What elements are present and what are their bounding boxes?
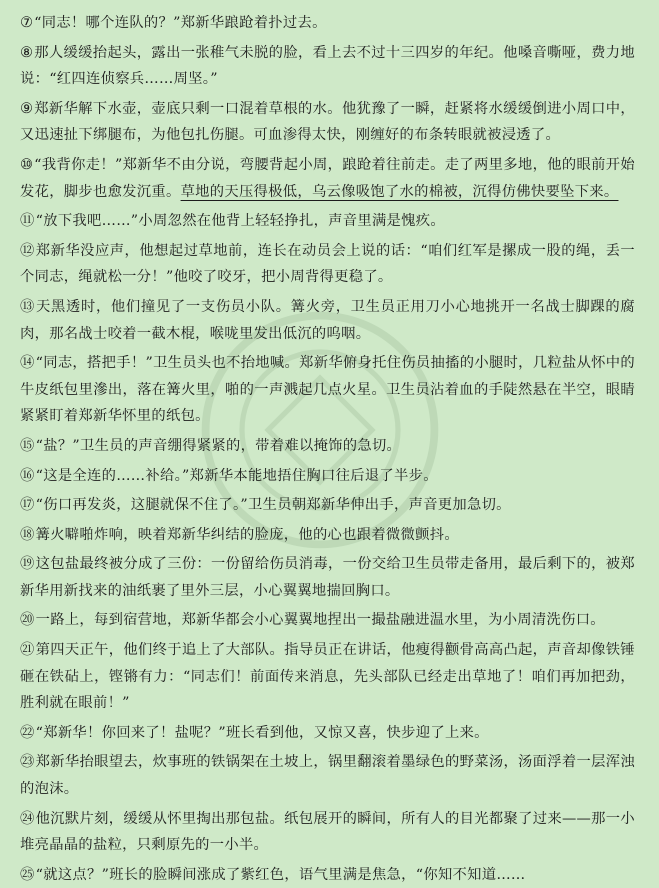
paragraph-text: 一路上，每到宿营地，郑新华都会小心翼翼地捏出一撮盐融进温水里，为小周清洗伤口。 [35, 612, 605, 629]
paragraph-number: ⑫ [20, 242, 35, 259]
paragraph-text: 郑新华没应声，他想起过草地前，连长在动员会上说的话：“咱们红军是摞成一股的绳，丢一个同志，绳就松一分！”他咬了咬牙，把小周背得更稳了。 [20, 242, 635, 286]
paragraph-text: 天黑透时，他们撞见了一支伤员小队。篝火旁，卫生员正用刀小心地挑开一名战士脚踝的腐肉，那名战士咬着一截木棍，喉咙里发出低沉的呜咽。 [20, 298, 635, 342]
paragraph-text: “同志！哪个连队的？”郑新华踉跄着扑过去。 [34, 15, 327, 31]
paragraph-number: ⑬ [20, 298, 35, 315]
paragraph-number: ⑭ [20, 355, 35, 372]
paragraph-number: ⑲ [20, 556, 35, 573]
paragraph-number: ⑨ [20, 100, 34, 117]
paragraph-text: “盐？”卫生员的声音绷得紧紧的，带着难以掩饰的急切。 [35, 437, 402, 454]
paragraph-number: ⑰ [20, 497, 35, 514]
paragraph-text: “放下我吧……”小周忽然在他背上轻轻挣扎，声音里满是愧疚。 [35, 213, 445, 230]
paragraph-text: 第四天正午，他们终于追上了大部队。指导员正在讲话，他瘦得颧骨高高凸起，声音却像铁锤砸在铁砧上，铿锵有力：“同志们！前面传来消息，先头部队已经走出草地了！咱们再加把劲，胜利就在眼前！” [20, 642, 635, 712]
paragraph-text: 郑新华解下水壶，壶底只剩一口混着草根的水。他犹豫了一瞬，赶紧将水缓缓倒进小周口中，又迅速扯下绑腿布，为他包扎伤腿。可血渗得太快，刚缠好的布条转眼就被浸透了。 [20, 100, 636, 144]
paragraph-number: ⑧ [20, 44, 34, 61]
paragraph-number: ⑯ [20, 467, 35, 484]
paragraph-text: “伤口再发炎，这腿就保不住了。”卫生员朝郑新华伸出手，声音更加急切。 [35, 497, 511, 514]
paragraph-number: ㉕ [20, 866, 35, 883]
paragraph-25 [20, 862, 635, 888]
paragraph-number: ⑪ [20, 213, 35, 230]
paragraph-number: ㉓ [20, 754, 35, 771]
paragraph-text: 篝火噼啪炸响，映着郑新华纠结的脸庞，他的心也跟着微微颤抖。 [35, 526, 459, 543]
paragraph-23 [20, 749, 635, 802]
paragraph-8 [20, 40, 635, 93]
paragraph-number: ⑱ [20, 526, 35, 543]
paragraph-13 [20, 294, 635, 347]
paragraph-text: “这是全连的……补给。”郑新华本能地捂住胸口往后退了半步。 [35, 467, 438, 484]
paragraph-number: ㉑ [20, 642, 35, 659]
paragraph-number: ⑳ [20, 612, 35, 629]
paragraph-text: “同志，搭把手！”卫生员头也不抬地喊。郑新华俯身托住伤员抽搐的小腿时，几粒盐从怀中的牛皮纸包里滲出，落在篝火里，啪的一声溅起几点火星。卫生员沾着血的手陡然悬在半空，眼睛紧紧盯着郑新华怀里的纸包。 [20, 355, 635, 425]
underlined-sentence: 草地的天压得极低，乌云像吸饱了水的棉被，沉得仿佛快要坠下来。 [180, 183, 619, 200]
paragraph-15 [20, 433, 635, 460]
paragraph-text: 那人缓缓抬起头，露出一张稚气未脱的脸，看上去不过十三四岁的年纪。他嗓音嘶哑，费力地说：“红四连侦察兵……周坚。” [20, 44, 636, 88]
paragraph-number: ⑩ [20, 156, 34, 173]
paragraph-11 [20, 208, 635, 235]
paragraph-text: 这包盐最终被分成了三份：一份留给伤员消毒，一份交给卫生员带走备用，最后剩下的，被郑新华用新找来的油纸裹了里外三层，小心翼翼地揣回胸口。 [20, 556, 635, 599]
paragraph-12 [20, 238, 635, 291]
paragraph-text: “郑新华！你回来了！盐呢？”班长看到他，又惊又喜，快步迎了上来。 [35, 724, 489, 741]
paragraph-text: 他沉默片刻，缓缓从怀里掏出那包盐。纸包展开的瞬间，所有人的目光都聚了过来——那一小堆亮晶晶的盐粒，只剩原先的一小半。 [20, 810, 635, 854]
paragraph-19 [20, 551, 635, 604]
paragraph-text: “就这点？”班长的脸瞬间涨成了紫红色，语气里满是焦急，“你知不知道…… [35, 866, 526, 883]
paragraph-16 [20, 463, 635, 490]
paragraph-9 [20, 96, 635, 149]
paragraph-21 [20, 637, 635, 717]
paragraph-text: 郑新华抬眼望去，炊事班的铁锅架在土坡上，锅里翻滚着墨绿色的野菜汤，汤面浮着一层浑浊的泡沫。 [20, 754, 635, 798]
paragraph-number: ⑮ [20, 437, 35, 454]
paragraph-14 [20, 350, 635, 430]
paragraph-number: ⑦ [20, 15, 34, 31]
paragraph-text: “我背你走！”郑新华不由分说，弯腰背起小周，踉跄着往前走。走了两里多地，他的眼前开始发花，脚步也愈发沉重。 [20, 156, 635, 200]
paragraph-22 [20, 720, 635, 747]
paragraph-18 [20, 522, 635, 549]
paragraph-17 [20, 492, 635, 519]
paragraph-number: ㉔ [20, 810, 35, 827]
paragraph-7 [20, 10, 635, 37]
paragraph-10 [20, 152, 635, 205]
paragraph-20 [20, 607, 635, 634]
paragraph-number: ㉒ [20, 724, 35, 741]
paragraph-24 [20, 806, 635, 859]
